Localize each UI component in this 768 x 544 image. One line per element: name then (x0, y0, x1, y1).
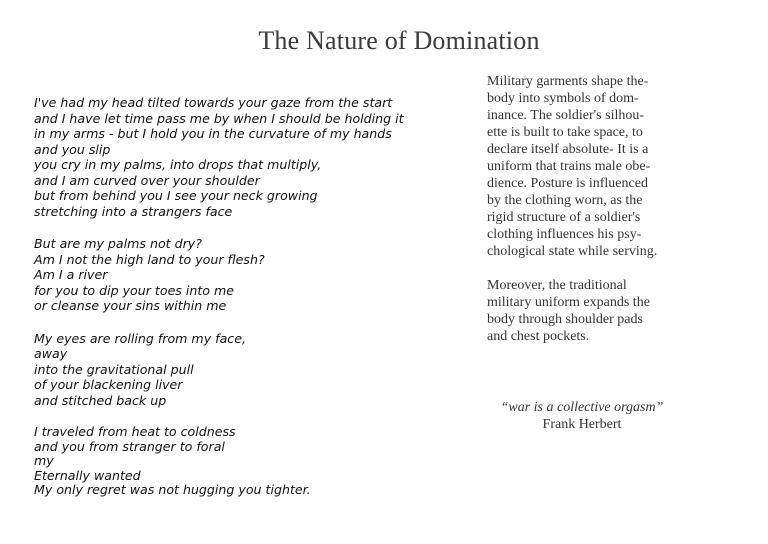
poem-line: Am I a river (34, 267, 108, 282)
poem-line: But are my palms not dry? (34, 236, 202, 251)
text-line: rigid structure of a soldier's (487, 210, 641, 225)
text-line: declare itself absolute- It is a (487, 142, 649, 157)
poem-line: of your blackening liver (34, 377, 183, 392)
poem-line: stretching into a strangers face (34, 203, 233, 219)
page-title: The Nature of Domination (258, 26, 540, 55)
poem-line: and I am curved over your shoulder (34, 172, 260, 188)
poem-line: I've had my head tilted towards your gaze from the start (34, 95, 393, 110)
text-line: inance. The soldier's silhou- (487, 108, 645, 123)
poem-line: into the gravitational pull (34, 361, 194, 377)
quote-block (487, 399, 677, 433)
essay-text (487, 73, 677, 345)
text-line: and chest pockets. (487, 329, 590, 344)
essay-paragraph-1 (487, 73, 677, 260)
poem-stanza-4 (34, 425, 414, 498)
essay-paragraph-2 (487, 277, 677, 345)
poem-line: My only regret was not hugging you tighter. (34, 482, 311, 497)
quote-text: “war is a collective orgasm” (500, 400, 664, 415)
poem-line: you cry in my palms, into drops that multiply, (34, 157, 322, 172)
poem-stanza-3 (34, 331, 414, 409)
text-line: ette is built to take space, to (487, 125, 643, 140)
poem-line: away (34, 346, 68, 361)
poem-line: or cleanse your sins within me (34, 298, 227, 313)
poem-line: and stitched back up (34, 392, 167, 408)
poem-line: my (34, 453, 54, 468)
poem-line: for you to dip your toes into me (34, 282, 235, 298)
text-line: clothing influences his psy- (487, 227, 642, 242)
poem-line: in my arms - but I hold you in the curvature of my hands (34, 126, 392, 141)
text-line: body into symbols of dom- (487, 91, 639, 106)
text-line: military uniform expands the (487, 295, 650, 310)
text-line: by the clothing worn, as the (487, 193, 643, 208)
poem-stanza-2 (34, 236, 414, 314)
poem-stanza-1 (34, 95, 414, 219)
text-line: uniform that trains male obe- (487, 159, 651, 174)
poem-line: My eyes are rolling from my face, (34, 330, 246, 346)
poem-line: I traveled from heat to coldness (34, 424, 236, 439)
handwritten-poem (34, 95, 414, 515)
poem-line: Am I not the high land to your flesh? (34, 251, 265, 267)
poem-line: and you from stranger to foral (34, 438, 225, 454)
text-line: Moreover, the traditional (487, 278, 627, 293)
text-line: body through shoulder pads (487, 312, 643, 327)
text-line: chological state while serving. (487, 244, 658, 259)
poem-line: and you slip (34, 141, 111, 157)
poem-line: and I have let time pass me by when I should be holding it (34, 110, 404, 126)
text-line: dience. Posture is influenced (487, 176, 648, 191)
quote-author: Frank Herbert (542, 417, 622, 432)
text-line: Military garments shape the- (487, 74, 649, 89)
poem-line: Eternally wanted (34, 467, 141, 483)
poem-line: but from behind you I see your neck growing (34, 188, 318, 203)
